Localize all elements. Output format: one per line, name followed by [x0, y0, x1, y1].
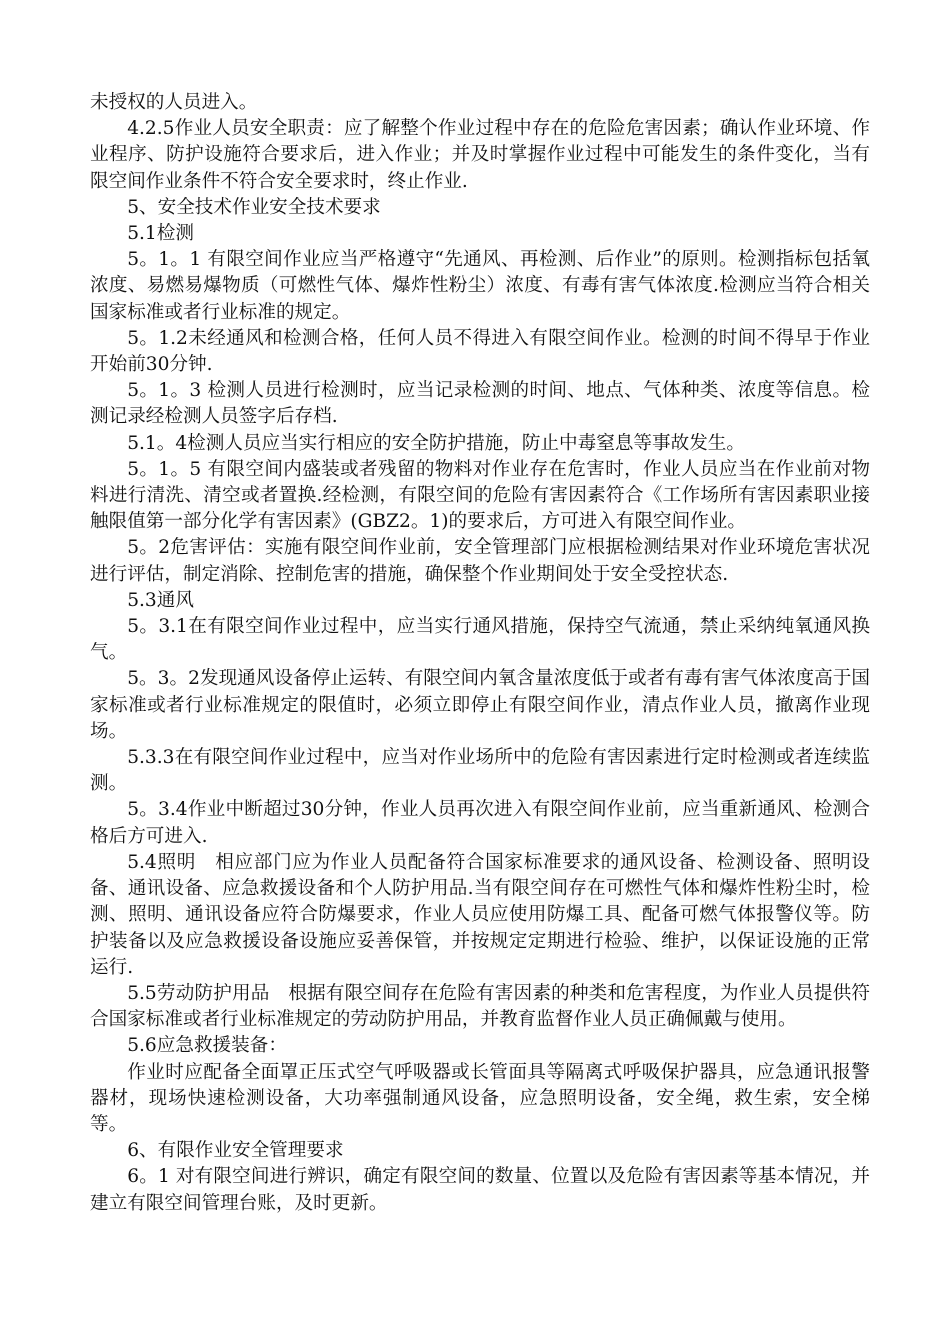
paragraph-5-4: 5.4照明 相应部门应为作业人员配备符合国家标准要求的通风设备、检测设备、照明设备、通讯设备、应急救援设备和个人防护用品.当有限空间存在可燃性气体和爆炸性粉尘时，检测、照明、通讯设备应符合防爆要求，作业人员应使用防爆工具、配备可燃气体报警仪等。防护装备以及应急救援设备设施应妥善保管，并按规定定期进行检验、维护，以保证设施的正常运行. [90, 851, 870, 978]
paragraph-5-3-1: 5。3.1在有限空间作业过程中，应当实行通风措施，保持空气流通，禁止采纳纯氧通风换气。 [90, 616, 870, 664]
document-page [90, 90, 870, 1217]
subsection-heading-5-6: 5.6应急救援装备： [127, 1035, 287, 1057]
paragraph-5-1-3: 5。1。3 检测人员进行检测时，应当记录检测的时间、地点、气体种类、浓度等信息。检测记录经检测人员签字后存档. [90, 380, 870, 428]
subsection-heading-5-1: 5.1检测 [127, 223, 194, 245]
paragraph-5-6-body: 作业时应配备全面罩正压式空气呼吸器或长管面具等隔离式呼吸保护器具，应急通讯报警器材，现场快速检测设备，大功率强制通风设备，应急照明设备，安全绳，救生索，安全梯等。 [90, 1061, 870, 1135]
paragraph-5-3-4: 5。3.4作业中断超过30分钟，作业人员再次进入有限空间作业前，应当重新通风、检测合格后方可进入. [90, 799, 870, 847]
paragraph-4-2-5: 4.2.5作业人员安全职责：应了解整个作业过程中存在的危险危害因素；确认作业环境、作业程序、防护设施符合要求后，进入作业；并及时掌握作业过程中可能发生的条件变化，当有限空间作业条件不符合安全要求时，终止作业. [90, 118, 870, 192]
paragraph-5-1-2: 5。1.2未经通风和检测合格，任何人员不得进入有限空间作业。检测的时间不得早于作业开始前30分钟. [90, 327, 870, 376]
section-heading-5: 5、安全技术作业安全技术要求 [127, 196, 381, 218]
paragraph-5-3-2: 5。3。2发现通风设备停止运转、有限空间内氧含量浓度低于或者有毒有害气体浓度高于国家标准或者行业标准规定的限值时，必须立即停止有限空间作业，清点作业人员，撤离作业现场。 [90, 668, 870, 742]
section-heading-6: 6、有限作业安全管理要求 [127, 1140, 344, 1162]
paragraph-6-1: 6。1 对有限空间进行辨识，确定有限空间的数量、位置以及危险有害因素等基本情况，并建立有限空间管理台账，及时更新。 [90, 1166, 870, 1214]
paragraph-5-1-5: 5。1。5 有限空间内盛装或者残留的物料对作业存在危害时，作业人员应当在作业前对物料进行清洗、清空或者置换.经检测，有限空间的危险有害因素符合《工作场所有害因素职业接触限值第一部分化学有害因素》(GBZ2。1)的要求后，方可进入有限空间作业。 [90, 458, 870, 533]
paragraph-5-5: 5.5劳动防护用品 根据有限空间存在危险有害因素的种类和危害程度，为作业人员提供符合国家标准或者行业标准规定的劳动防护用品，并教育监督作业人员正确佩戴与使用。 [90, 982, 870, 1031]
subsection-heading-5-3: 5.3通风 [127, 589, 194, 611]
paragraph-5-2: 5。2危害评估：实施有限空间作业前，安全管理部门应根据检测结果对作业环境危害状况进行评估，制定消除、控制危害的措施，确保整个作业期间处于安全受控状态. [90, 537, 870, 585]
paragraph-continuation: 未授权的人员进入。 [90, 92, 258, 113]
paragraph-5-1-1: 5。1。1 有限空间作业应当严格遵守“先通风、再检测、后作业”的原则。检测指标包括氧浓度、易燃易爆物质（可燃性气体、爆炸性粉尘）浓度、有毒有害气体浓度.检测应当符合相关国家标准或者行业标准的规定。 [90, 249, 870, 323]
paragraph-5-1-4: 5.1。4检测人员应当实行相应的安全防护措施，防止中毒窒息等事故发生。 [127, 432, 745, 454]
paragraph-5-3-3: 5.3.3在有限空间作业过程中，应当对作业场所中的危险有害因素进行定时检测或者连续监测。 [90, 747, 870, 795]
